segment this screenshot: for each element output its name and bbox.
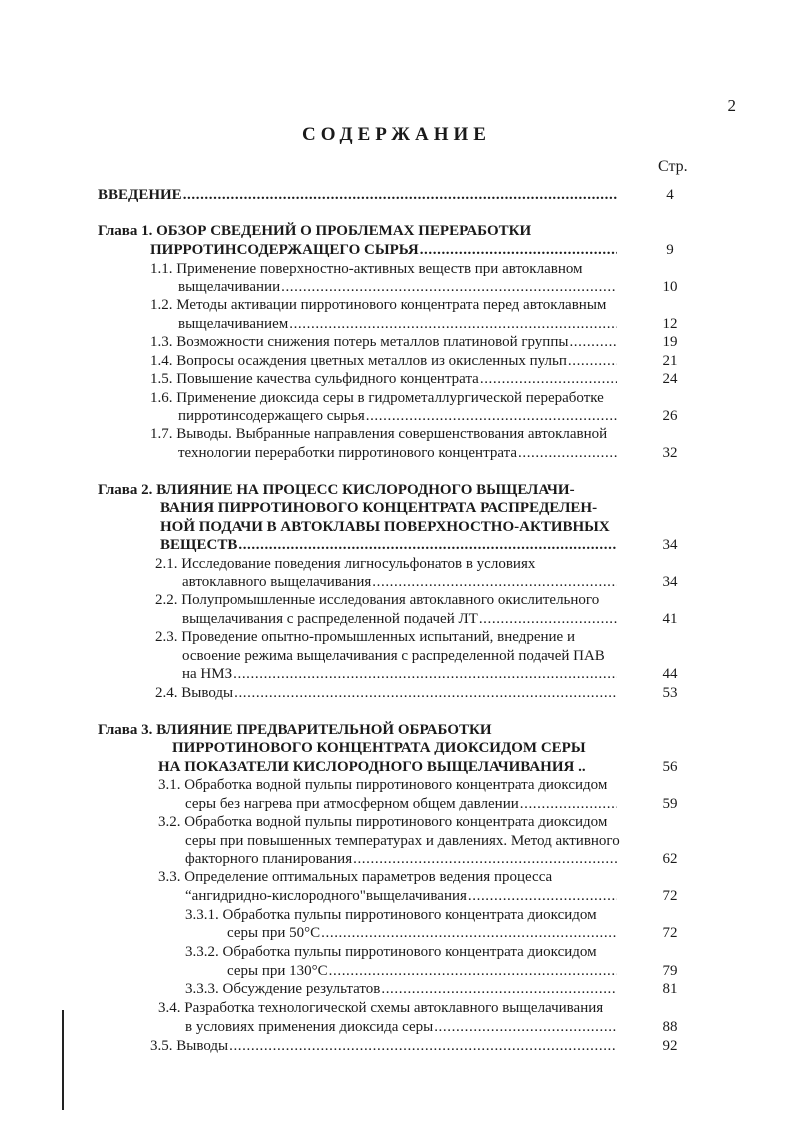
toc-entry-1-6[interactable]: 1.6. Применение диоксида серы в гидрометаллургической переработке bbox=[150, 390, 604, 406]
dot-leader bbox=[233, 665, 617, 683]
dot-leader bbox=[434, 1018, 617, 1036]
toc-page-number: 4 bbox=[666, 187, 674, 203]
toc-page-number: 21 bbox=[662, 353, 678, 369]
dot-leader bbox=[520, 795, 617, 813]
toc-page-number: 12 bbox=[662, 316, 678, 332]
toc-entry-3-3-2-cont[interactable] bbox=[227, 962, 618, 980]
dot-leader bbox=[372, 573, 617, 591]
chapter-2-heading-line4[interactable] bbox=[160, 536, 618, 554]
dot-leader bbox=[183, 186, 617, 204]
dot-leader bbox=[238, 536, 617, 554]
toc-page-number: 19 bbox=[662, 334, 678, 350]
chapter-2-heading[interactable]: Глава 2. ВЛИЯНИЕ НА ПРОЦЕСС КИСЛОРОДНОГО ВЫЩЕЛАЧИ- bbox=[98, 482, 575, 498]
toc-entry-text: 3.3.3. Обсуждение результатов bbox=[185, 981, 381, 997]
toc-entry-1-2[interactable]: 1.2. Методы активации пирротинового концентрата перед автоклавным bbox=[150, 297, 607, 313]
toc-entry-1-4[interactable] bbox=[150, 352, 618, 370]
toc-page-number: 34 bbox=[662, 574, 678, 590]
dot-leader bbox=[568, 352, 617, 370]
toc-entry-3-1-cont[interactable] bbox=[185, 795, 618, 813]
chapter-2-heading-line3[interactable]: НОЙ ПОДАЧИ В АВТОКЛАВЫ ПОВЕРХНОСТНО-АКТИВНЫХ bbox=[160, 519, 610, 535]
dot-leader bbox=[480, 370, 617, 388]
toc-entry-3-3-3[interactable] bbox=[185, 980, 618, 998]
toc-entry-text: выщелачиванием bbox=[178, 316, 289, 332]
dot-leader bbox=[321, 924, 617, 942]
toc-entry-text: ПИРРОТИНСОДЕРЖАЩЕГО СЫРЬЯ bbox=[150, 242, 419, 258]
toc-page-number: 79 bbox=[662, 963, 678, 979]
toc-entry-3-3[interactable]: 3.3. Определение оптимальных параметров ведения процесса bbox=[158, 869, 553, 885]
toc-page-number: 59 bbox=[662, 796, 678, 812]
toc-entry-text: ВВЕДЕНИЕ bbox=[98, 187, 182, 203]
toc-entry-1-5[interactable] bbox=[150, 370, 618, 388]
toc-entry-text: выщелачивания с распределенной подачей ЛТ bbox=[182, 611, 478, 627]
chapter-2-heading-line2[interactable]: ВАНИЯ ПИРРОТИНОВОГО КОНЦЕНТРАТА РАСПРЕДЕЛЕН- bbox=[160, 500, 598, 516]
toc-page-number: 88 bbox=[662, 1019, 678, 1035]
dot-leader bbox=[229, 1037, 617, 1055]
toc-entry-2-1-cont[interactable] bbox=[182, 573, 618, 591]
toc-entry-1-1-cont[interactable] bbox=[178, 278, 618, 296]
dot-leader bbox=[366, 407, 617, 425]
toc-entry-text: 3.5. Выводы bbox=[150, 1038, 229, 1054]
toc-entry-1-7[interactable]: 1.7. Выводы. Выбранные направления совершенствования автоклавной bbox=[150, 426, 608, 442]
toc-entry-3-3-cont[interactable] bbox=[185, 887, 618, 905]
page-column-label: Стр. bbox=[658, 158, 688, 175]
toc-entry-1-1[interactable]: 1.1. Применение поверхностно-активных веществ при автоклавном bbox=[150, 261, 583, 277]
toc-page-number: 9 bbox=[666, 242, 674, 258]
chapter-3-heading-line3[interactable]: НА ПОКАЗАТЕЛИ КИСЛОРОДНОГО ВЫЩЕЛАЧИВАНИЯ .. bbox=[158, 759, 586, 775]
toc-page-number: 53 bbox=[662, 685, 678, 701]
toc-page-number: 62 bbox=[662, 851, 678, 867]
chapter-3-heading[interactable]: Глава 3. ВЛИЯНИЕ ПРЕДВАРИТЕЛЬНОЙ ОБРАБОТКИ bbox=[98, 722, 492, 738]
toc-entry-text: 1.5. Повышение качества сульфидного концентрата bbox=[150, 371, 479, 387]
toc-entry-text: на НМЗ bbox=[182, 666, 233, 682]
dot-leader bbox=[420, 241, 617, 259]
toc-entry-3-2-line2[interactable]: серы при повышенных температурах и давлениях. Метод активного bbox=[185, 833, 620, 849]
toc-entry-1-6-cont[interactable] bbox=[178, 407, 618, 425]
toc-entry-text: серы без нагрева при атмосферном общем давлении bbox=[185, 796, 519, 812]
toc-entry-3-1[interactable]: 3.1. Обработка водной пульпы пирротинового концентрата диоксидом bbox=[158, 777, 608, 793]
page-title: СОДЕРЖАНИЕ bbox=[302, 124, 491, 145]
dot-leader bbox=[353, 850, 617, 868]
toc-entry-2-2-cont[interactable] bbox=[182, 610, 618, 628]
toc-page-number: 56 bbox=[662, 759, 678, 775]
toc-entry-2-1[interactable]: 2.1. Исследование поведения лигносульфонатов в условиях bbox=[155, 556, 536, 572]
toc-entry-text: серы при 130°С bbox=[227, 963, 328, 979]
toc-entry-text: ВЕЩЕСТВ bbox=[160, 537, 238, 553]
toc-entry-1-3[interactable] bbox=[150, 333, 618, 351]
dot-leader bbox=[329, 962, 617, 980]
toc-entry-3-4[interactable]: 3.4. Разработка технологической схемы автоклавного выщелачивания bbox=[158, 1000, 604, 1016]
toc-entry-intro[interactable] bbox=[98, 186, 618, 204]
toc-entry-2-2[interactable]: 2.2. Полупромышленные исследования автоклавного окислительного bbox=[155, 592, 600, 608]
dot-leader bbox=[281, 278, 617, 296]
toc-entry-text: 2.4. Выводы bbox=[155, 685, 234, 701]
toc-entry-3-2-cont[interactable] bbox=[185, 850, 618, 868]
dot-leader bbox=[381, 980, 617, 998]
toc-entry-2-3-line2[interactable]: освоение режима выщелачивания с распределенной подачей ПАВ bbox=[182, 648, 605, 664]
toc-entry-text: факторного планирования bbox=[185, 851, 353, 867]
toc-entry-text: “ангидридно-кислородного"выщелачивания bbox=[185, 888, 467, 904]
toc-entry-text: выщелачивании bbox=[178, 279, 281, 295]
toc-page-number: 26 bbox=[662, 408, 678, 424]
toc-page-number: 81 bbox=[662, 981, 678, 997]
toc-entry-text: 1.3. Возможности снижения потерь металлов платиновой группы bbox=[150, 334, 569, 350]
toc-entry-3-3-1-cont[interactable] bbox=[227, 924, 618, 942]
toc-entry-1-7-cont[interactable] bbox=[178, 444, 618, 462]
toc-entry-1-2-cont[interactable] bbox=[178, 315, 618, 333]
dot-leader bbox=[289, 315, 617, 333]
dot-leader bbox=[479, 610, 617, 628]
chapter-1-heading-cont[interactable] bbox=[150, 241, 618, 259]
toc-page-number: 72 bbox=[662, 925, 678, 941]
toc-page-number: 41 bbox=[662, 611, 678, 627]
toc-entry-3-5[interactable] bbox=[150, 1037, 618, 1055]
toc-entry-2-4[interactable] bbox=[155, 684, 618, 702]
toc-page-number: 24 bbox=[662, 371, 678, 387]
dot-leader bbox=[569, 333, 617, 351]
toc-page-number: 44 bbox=[662, 666, 678, 682]
toc-entry-text: технологии переработки пирротинового концентрата bbox=[178, 445, 517, 461]
toc-entry-3-3-2[interactable]: 3.3.2. Обработка пульпы пирротинового концентрата диоксидом bbox=[185, 944, 597, 960]
chapter-3-heading-line2[interactable]: ПИРРОТИНОВОГО КОНЦЕНТРАТА ДИОКСИДОМ СЕРЫ bbox=[172, 740, 586, 756]
toc-page-number: 92 bbox=[662, 1038, 678, 1054]
toc-entry-3-2[interactable]: 3.2. Обработка водной пульпы пирротинового концентрата диоксидом bbox=[158, 814, 608, 830]
toc-page-number: 10 bbox=[662, 279, 678, 295]
page-number: 2 bbox=[727, 96, 736, 115]
toc-entry-text: серы при 50°С bbox=[227, 925, 321, 941]
chapter-1-heading[interactable]: Глава 1. ОБЗОР СВЕДЕНИЙ О ПРОБЛЕМАХ ПЕРЕРАБОТКИ bbox=[98, 223, 532, 239]
dot-leader bbox=[234, 684, 617, 702]
toc-page-number: 32 bbox=[662, 445, 678, 461]
toc-entry-3-3-1[interactable]: 3.3.1. Обработка пульпы пирротинового концентрата диоксидом bbox=[185, 907, 597, 923]
toc-entry-text: пирротинсодержащего сырья bbox=[178, 408, 365, 424]
toc-page-number: 72 bbox=[662, 888, 678, 904]
dot-leader bbox=[518, 444, 617, 462]
toc-entry-text: в условиях применения диоксида серы bbox=[185, 1019, 434, 1035]
toc-entry-3-4-cont[interactable] bbox=[185, 1018, 618, 1036]
toc-page-number: 34 bbox=[662, 537, 678, 553]
dot-leader bbox=[468, 887, 617, 905]
toc-entry-text: автоклавного выщелачивания bbox=[182, 574, 372, 590]
scan-edge-mark bbox=[62, 1010, 64, 1110]
toc-entry-text: 1.4. Вопросы осаждения цветных металлов из окисленных пульп bbox=[150, 353, 567, 369]
toc-entry-2-3[interactable]: 2.3. Проведение опытно-промышленных испытаний, внедрение и bbox=[155, 629, 575, 645]
toc-entry-2-3-cont[interactable] bbox=[182, 665, 618, 683]
